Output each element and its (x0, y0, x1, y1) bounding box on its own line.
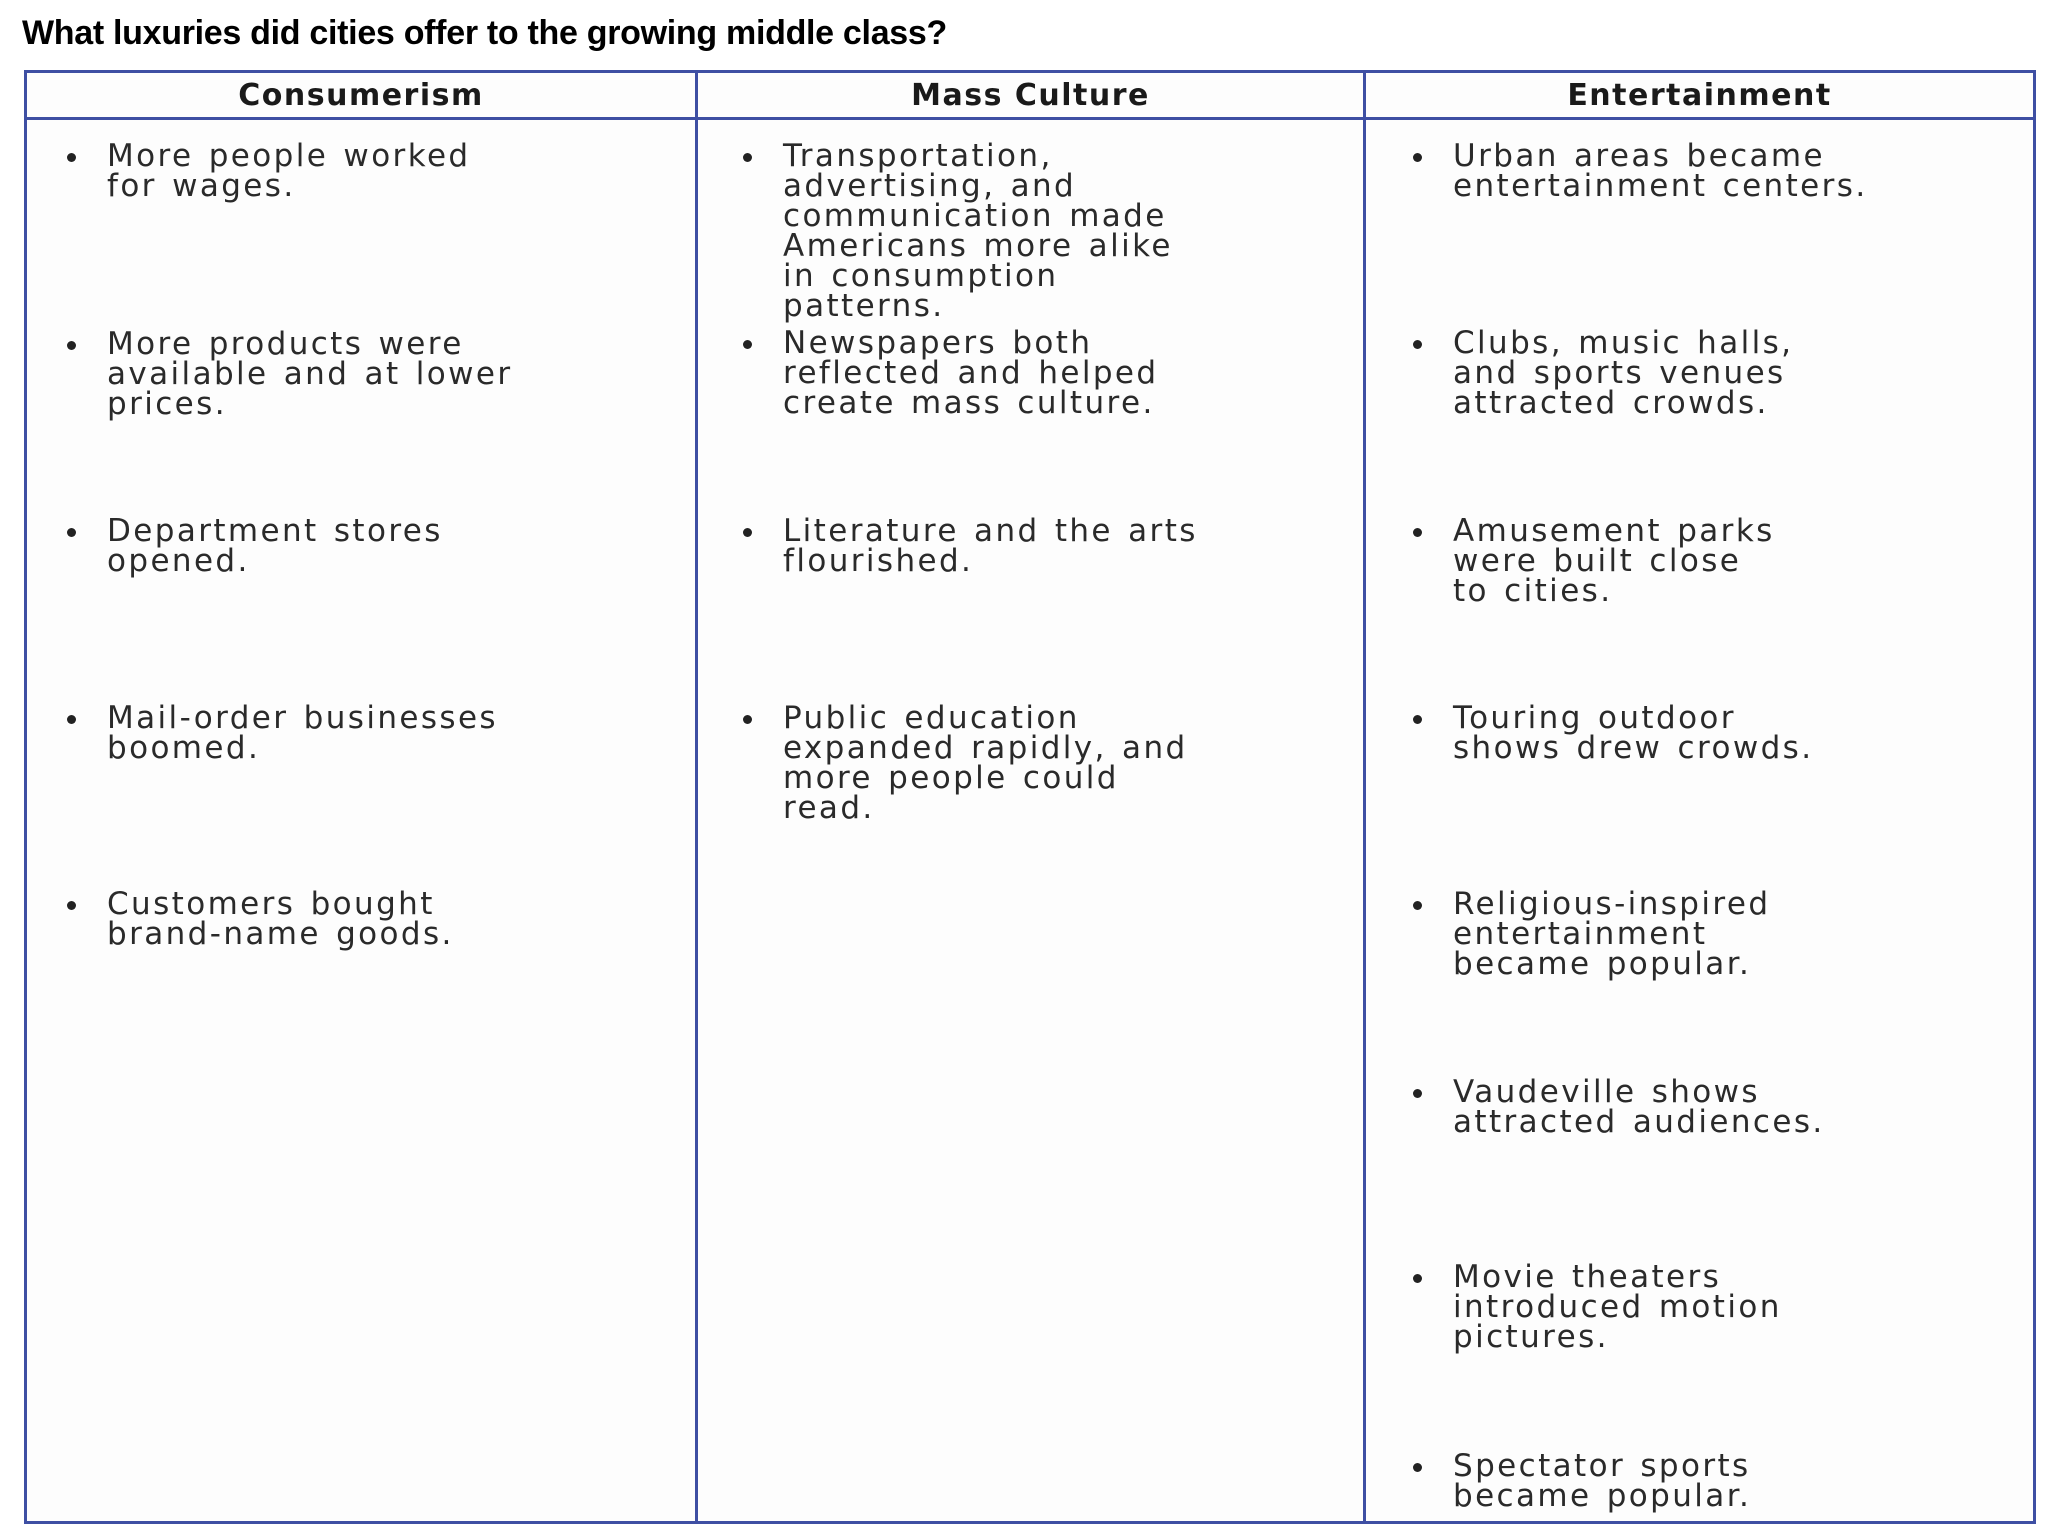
list-item (1453, 886, 1771, 982)
list-item (1453, 325, 1794, 421)
list-item-text: Transportation, advertising, and communication made Americans more alike in consumption patterns. (783, 138, 1173, 324)
list-item-text: More people worked for wages. (107, 138, 471, 204)
list-item-text: Newspapers both reflected and helped create mass culture. (783, 325, 1159, 421)
bullet-icon (1413, 1274, 1422, 1283)
list-item-text: Touring outdoor shows drew crowds. (1453, 700, 1814, 766)
bullet-icon (1413, 1463, 1422, 1472)
list-item-text: Religious-inspired entertainment became popular. (1453, 886, 1771, 982)
bullet-icon (67, 901, 76, 910)
bullet-icon (743, 715, 752, 724)
bullet-icon (1413, 340, 1422, 349)
list-item-text: Mail-order businesses boomed. (107, 700, 498, 766)
list-item-text: Amusement parks were built close to cities. (1453, 513, 1775, 609)
list-item-text: Department stores opened. (107, 513, 443, 579)
list-item (107, 513, 443, 579)
column-divider (1363, 73, 1366, 1521)
list-item (1453, 700, 1814, 766)
list-item-text: More products were available and at lower prices. (107, 326, 513, 422)
bullet-icon (1413, 1089, 1422, 1098)
list-item (783, 513, 1198, 579)
page-title: What luxuries did cities offer to the growing middle class? (22, 14, 947, 52)
list-item (1453, 1074, 1825, 1140)
list-item (107, 886, 454, 952)
bullet-icon (67, 341, 76, 350)
bullet-icon (1413, 153, 1422, 162)
bullet-icon (67, 715, 76, 724)
list-item-text: Movie theaters introduced motion pictures. (1453, 1259, 1782, 1355)
list-item (107, 326, 513, 422)
column-header-mass-culture: Mass Culture (911, 78, 1150, 113)
bullet-icon (743, 153, 752, 162)
list-item-text: Urban areas became entertainment centers. (1453, 138, 1868, 204)
bullet-icon (1413, 901, 1422, 910)
list-item-text: Customers bought brand-name goods. (107, 886, 454, 952)
comparison-table (24, 70, 2036, 1524)
column-header-consumerism: Consumerism (238, 78, 484, 113)
bullet-icon (67, 153, 76, 162)
list-item-text: Literature and the arts flourished. (783, 513, 1198, 579)
list-item (1453, 1259, 1782, 1355)
list-item (107, 138, 471, 204)
bullet-icon (743, 528, 752, 537)
list-item (783, 700, 1188, 826)
list-item-text: Public education expanded rapidly, and more people could read. (783, 700, 1188, 826)
list-item-text: Spectator sports became popular. (1453, 1448, 1752, 1514)
list-item (783, 325, 1159, 421)
bullet-icon (743, 340, 752, 349)
column-divider (695, 73, 698, 1521)
list-item-text: Clubs, music halls, and sports venues attracted crowds. (1453, 325, 1794, 421)
header-divider (27, 117, 2033, 120)
list-item (1453, 1448, 1752, 1514)
list-item (107, 700, 498, 766)
bullet-icon (1413, 528, 1422, 537)
bullet-icon (1413, 715, 1422, 724)
column-header-entertainment: Entertainment (1567, 78, 1832, 113)
list-item (1453, 138, 1868, 204)
bullet-icon (67, 528, 76, 537)
list-item (1453, 513, 1775, 609)
list-item (783, 138, 1173, 324)
list-item-text: Vaudeville shows attracted audiences. (1453, 1074, 1825, 1140)
